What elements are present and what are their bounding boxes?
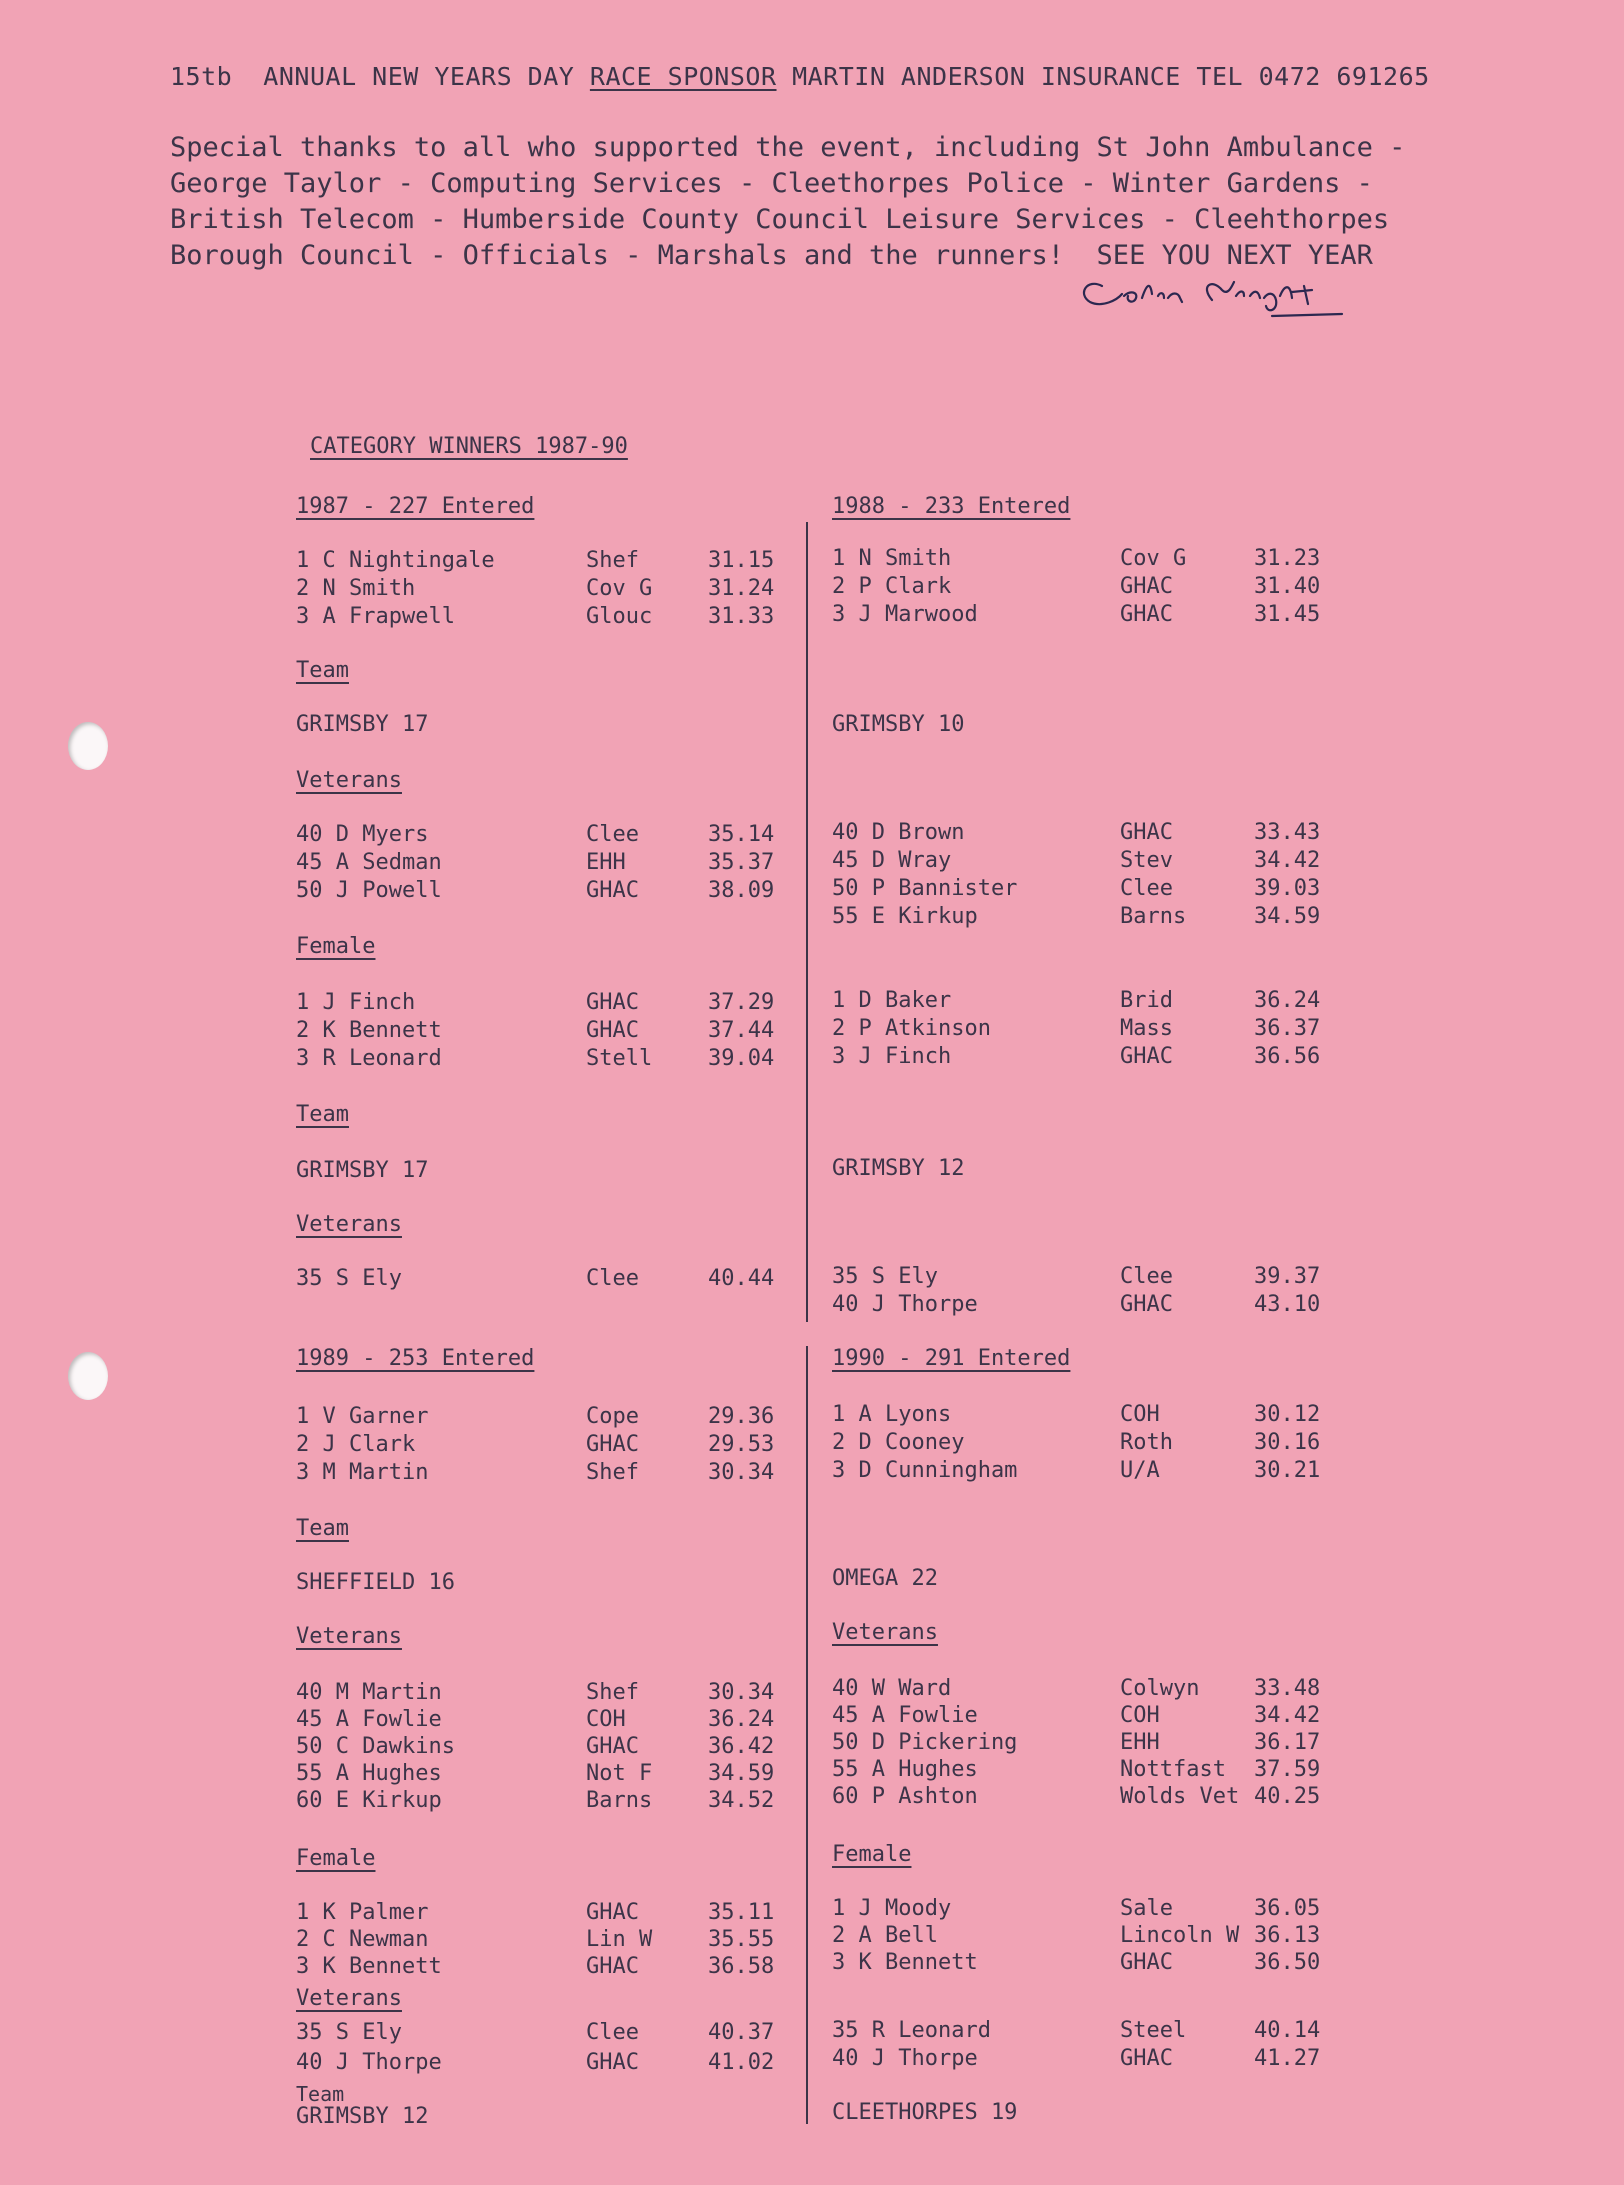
table-row [296, 1788, 776, 1816]
table-row [296, 1266, 776, 1294]
table-row [832, 988, 1332, 1016]
runner-club: Clee [1120, 1264, 1173, 1289]
runner-time: 36.24 [708, 1707, 775, 1732]
runner-club: Glouc [586, 604, 653, 629]
thanks-line: Special thanks to all who supported the event, including St John Ambulance - [170, 132, 1406, 163]
runner-name: 1 N Smith [832, 546, 952, 571]
runner-club: Lin W [586, 1927, 653, 1952]
runner-time: 37.44 [708, 1018, 775, 1043]
runner-time: 37.59 [1254, 1757, 1321, 1782]
runner-club: EHH [1120, 1730, 1160, 1755]
runner-time: 34.59 [1254, 904, 1321, 929]
runner-name: 60 P Ashton [832, 1784, 978, 1809]
column-divider [806, 522, 808, 1322]
team-result: SHEFFIELD 16 [296, 1570, 455, 1595]
runner-name: 2 K Bennett [296, 1018, 442, 1043]
runner-club: Clee [586, 1266, 639, 1291]
runner-club: COH [1120, 1402, 1160, 1427]
runner-time: 31.23 [1254, 546, 1321, 571]
signature [1072, 256, 1412, 326]
table-row [296, 1707, 776, 1735]
year-title: 1988 - 233 Entered [832, 494, 1071, 519]
runner-club: Not F [586, 1761, 653, 1786]
runner-club: Shef [586, 548, 639, 573]
table-row [296, 1046, 776, 1074]
runner-time: 40.44 [708, 1266, 775, 1291]
runner-club: COH [1120, 1703, 1160, 1728]
runner-club: GHAC [586, 2050, 639, 2075]
team-result: GRIMSBY 17 [296, 1158, 429, 1183]
veterans-label: Veterans [296, 1986, 402, 2011]
table-row [296, 548, 776, 576]
sponsor-label: RACE SPONSOR [589, 62, 777, 91]
runner-name: 3 K Bennett [832, 1950, 978, 1975]
table-row [832, 904, 1332, 932]
table-row [296, 1900, 776, 1928]
runner-time: 30.12 [1254, 1402, 1321, 1427]
runner-name: 50 P Bannister [832, 876, 1018, 901]
runner-club: GHAC [1120, 2046, 1173, 2071]
table-row [296, 1680, 776, 1708]
runner-club: EHH [586, 850, 626, 875]
runner-club: Shef [586, 1680, 639, 1705]
runner-club: Barns [1120, 904, 1187, 929]
team-label: Team [296, 1516, 349, 1541]
runner-time: 30.16 [1254, 1430, 1321, 1455]
runner-name: 50 D Pickering [832, 1730, 1018, 1755]
runner-time: 34.52 [708, 1788, 775, 1813]
runner-name: 3 R Leonard [296, 1046, 442, 1071]
table-row [832, 1458, 1332, 1486]
runner-name: 2 D Cooney [832, 1430, 965, 1455]
runner-time: 36.50 [1254, 1950, 1321, 1975]
runner-club: Shef [586, 1460, 639, 1485]
table-row [832, 848, 1332, 876]
runner-time: 43.10 [1254, 1292, 1321, 1317]
runner-name: 2 J Clark [296, 1432, 416, 1457]
runner-time: 34.42 [1254, 1703, 1321, 1728]
year-title: 1989 - 253 Entered [296, 1346, 535, 1371]
team-result: OMEGA 22 [832, 1566, 938, 1591]
runner-club: Wolds Vet [1120, 1784, 1240, 1809]
table-row [832, 602, 1332, 630]
veterans-label: Veterans [296, 768, 402, 793]
runner-name: 35 S Ely [296, 2020, 402, 2045]
runner-name: 60 E Kirkup [296, 1788, 442, 1813]
runner-time: 39.04 [708, 1046, 775, 1071]
team-result: GRIMSBY 12 [832, 1156, 965, 1181]
runner-name: 55 E Kirkup [832, 904, 978, 929]
runner-name: 2 N Smith [296, 576, 416, 601]
table-row [832, 820, 1332, 848]
runner-time: 29.36 [708, 1404, 775, 1429]
runner-club: Cope [586, 1404, 639, 1429]
table-row [296, 1954, 776, 1982]
female-label: Female [296, 934, 376, 959]
table-row [296, 878, 776, 906]
year-title: 1987 - 227 Entered [296, 494, 535, 519]
runner-club: GHAC [1120, 1044, 1173, 1069]
table-row [832, 1402, 1332, 1430]
runner-name: 1 J Finch [296, 990, 416, 1015]
runner-time: 31.24 [708, 576, 775, 601]
runner-club: Brid [1120, 988, 1173, 1013]
runner-time: 36.56 [1254, 1044, 1321, 1069]
runner-time: 36.37 [1254, 1016, 1321, 1041]
runner-name: 55 A Hughes [296, 1761, 442, 1786]
table-row [296, 576, 776, 604]
table-row [296, 1734, 776, 1762]
runner-club: GHAC [586, 1018, 639, 1043]
runner-time: 31.45 [1254, 602, 1321, 627]
table-row [296, 1432, 776, 1460]
runner-name: 40 M Martin [296, 1680, 442, 1705]
punch-hole [68, 722, 108, 770]
runner-time: 37.29 [708, 990, 775, 1015]
runner-name: 1 K Palmer [296, 1900, 429, 1925]
runner-club: GHAC [586, 878, 639, 903]
runner-club: GHAC [1120, 1950, 1173, 1975]
table-row [832, 1950, 1352, 1978]
veterans-label: Veterans [296, 1212, 402, 1237]
runner-club: Cov G [586, 576, 653, 601]
table-row [832, 1430, 1332, 1458]
runner-club: GHAC [1120, 820, 1173, 845]
female-label: Female [296, 1846, 376, 1871]
runner-time: 40.25 [1254, 1784, 1321, 1809]
team-label: Team [296, 1102, 349, 1127]
runner-name: 1 D Baker [832, 988, 952, 1013]
runner-time: 34.42 [1254, 848, 1321, 873]
header-prefix: 15tb ANNUAL NEW YEARS DAY [170, 62, 590, 91]
runner-name: 1 V Garner [296, 1404, 429, 1429]
table-row [832, 574, 1332, 602]
runner-club: COH [586, 1707, 626, 1732]
runner-club: GHAC [1120, 1292, 1173, 1317]
runner-time: 41.27 [1254, 2046, 1321, 2071]
runner-time: 33.48 [1254, 1676, 1321, 1701]
table-row [832, 1896, 1352, 1924]
table-row [832, 546, 1332, 574]
table-row [296, 1404, 776, 1432]
team-result: GRIMSBY 12 [296, 2104, 429, 2129]
runner-club: Stev [1120, 848, 1173, 873]
runner-name: 2 C Newman [296, 1927, 429, 1952]
runner-time: 29.53 [708, 1432, 775, 1457]
runner-name: 2 P Clark [832, 574, 952, 599]
table-row [832, 1044, 1332, 1072]
veterans-label: Veterans [296, 1624, 402, 1649]
table-row [296, 822, 776, 850]
runner-club: GHAC [586, 1954, 639, 1979]
table-row [832, 1264, 1332, 1292]
runner-time: 35.14 [708, 822, 775, 847]
runner-name: 3 J Marwood [832, 602, 978, 627]
runner-club: Mass [1120, 1016, 1173, 1041]
runner-club: GHAC [586, 990, 639, 1015]
table-row [296, 1460, 776, 1488]
runner-name: 35 R Leonard [832, 2018, 991, 2043]
runner-name: 35 S Ely [832, 1264, 938, 1289]
runner-name: 40 D Brown [832, 820, 965, 845]
team-result: GRIMSBY 10 [832, 712, 965, 737]
runner-name: 40 D Myers [296, 822, 429, 847]
runner-name: 45 A Fowlie [296, 1707, 442, 1732]
runner-name: 3 M Martin [296, 1460, 429, 1485]
runner-name: 45 A Fowlie [832, 1703, 978, 1728]
table-row [296, 2020, 776, 2048]
runner-time: 40.37 [708, 2020, 775, 2045]
runner-name: 2 P Atkinson [832, 1016, 991, 1041]
runner-club: Clee [586, 822, 639, 847]
runner-name: 40 J Thorpe [832, 2046, 978, 2071]
header-line [170, 62, 1430, 91]
runner-time: 35.55 [708, 1927, 775, 1952]
thanks-line: British Telecom - Humberside County Council Leisure Services - Cleehthorpes [170, 204, 1390, 235]
table-row [832, 1730, 1352, 1758]
year-title: 1990 - 291 Entered [832, 1346, 1071, 1371]
runner-club: Steel [1120, 2018, 1187, 2043]
runner-time: 36.24 [1254, 988, 1321, 1013]
runner-name: 2 A Bell [832, 1923, 938, 1948]
runner-name: 35 S Ely [296, 1266, 402, 1291]
runner-club: Lincoln W [1120, 1923, 1240, 1948]
runner-name: 3 A Frapwell [296, 604, 455, 629]
runner-club: Barns [586, 1788, 653, 1813]
runner-name: 1 A Lyons [832, 1402, 952, 1427]
runner-club: GHAC [1120, 574, 1173, 599]
runner-time: 31.40 [1254, 574, 1321, 599]
runner-club: U/A [1120, 1458, 1160, 1483]
team-label: Team [296, 658, 349, 683]
runner-name: 40 W Ward [832, 1676, 952, 1701]
table-row [832, 1016, 1332, 1044]
runner-club: Clee [586, 2020, 639, 2045]
runner-name: 40 J Thorpe [832, 1292, 978, 1317]
table-row [296, 2050, 776, 2078]
runner-time: 36.17 [1254, 1730, 1321, 1755]
table-row [832, 1923, 1352, 1951]
table-row [832, 2018, 1352, 2046]
runner-time: 30.34 [708, 1680, 775, 1705]
runner-club: Nottfast [1120, 1757, 1226, 1782]
runner-club: Clee [1120, 876, 1173, 901]
runner-name: 1 J Moody [832, 1896, 952, 1921]
category-title: CATEGORY WINNERS 1987-90 [310, 434, 628, 459]
female-label: Female [832, 1842, 912, 1867]
runner-time: 30.21 [1254, 1458, 1321, 1483]
runner-club: GHAC [586, 1900, 639, 1925]
runner-time: 36.58 [708, 1954, 775, 1979]
runner-name: 3 J Finch [832, 1044, 952, 1069]
runner-time: 31.15 [708, 548, 775, 573]
table-row [832, 1676, 1352, 1704]
table-row [296, 604, 776, 632]
runner-time: 36.13 [1254, 1923, 1321, 1948]
runner-club: Sale [1120, 1896, 1173, 1921]
table-row [832, 1784, 1352, 1812]
runner-club: GHAC [586, 1432, 639, 1457]
table-row [832, 1757, 1352, 1785]
runner-time: 39.37 [1254, 1264, 1321, 1289]
runner-time: 39.03 [1254, 876, 1321, 901]
team-result: CLEETHORPES 19 [832, 2100, 1018, 2125]
table-row [296, 850, 776, 878]
table-row [832, 1703, 1352, 1731]
runner-club: Cov G [1120, 546, 1187, 571]
runner-name: 45 A Sedman [296, 850, 442, 875]
runner-time: 36.42 [708, 1734, 775, 1759]
runner-time: 34.59 [708, 1761, 775, 1786]
runner-time: 35.37 [708, 850, 775, 875]
runner-name: 45 D Wray [832, 848, 952, 873]
runner-club: GHAC [586, 1734, 639, 1759]
runner-name: 50 C Dawkins [296, 1734, 455, 1759]
runner-time: 33.43 [1254, 820, 1321, 845]
table-row [832, 876, 1332, 904]
runner-time: 31.33 [708, 604, 775, 629]
runner-name: 55 A Hughes [832, 1757, 978, 1782]
table-row [296, 1018, 776, 1046]
runner-name: 3 K Bennett [296, 1954, 442, 1979]
runner-time: 35.11 [708, 1900, 775, 1925]
thanks-paragraph [170, 130, 1405, 274]
runner-time: 41.02 [708, 2050, 775, 2075]
runner-club: Colwyn [1120, 1676, 1200, 1701]
punch-hole [68, 1352, 108, 1400]
runner-club: GHAC [1120, 602, 1173, 627]
runner-club: Stell [586, 1046, 653, 1071]
table-row [296, 1927, 776, 1955]
runner-name: 50 J Powell [296, 878, 442, 903]
runner-time: 40.14 [1254, 2018, 1321, 2043]
team-result: GRIMSBY 17 [296, 712, 429, 737]
table-row [832, 1292, 1332, 1320]
runner-time: 30.34 [708, 1460, 775, 1485]
column-divider [806, 1346, 808, 2124]
runner-time: 36.05 [1254, 1896, 1321, 1921]
runner-name: 40 J Thorpe [296, 2050, 442, 2075]
header-suffix: MARTIN ANDERSON INSURANCE TEL 0472 691265 [776, 62, 1430, 91]
team-label: Team [296, 2082, 345, 2106]
runner-name: 3 D Cunningham [832, 1458, 1018, 1483]
thanks-line: Borough Council - Officials - Marshals and the runners! SEE YOU NEXT YEAR [170, 240, 1373, 271]
table-row [832, 2046, 1352, 2074]
table-row [296, 990, 776, 1018]
thanks-line: George Taylor - Computing Services - Cleethorpes Police - Winter Gardens - [170, 168, 1373, 199]
runner-club: Roth [1120, 1430, 1173, 1455]
runner-name: 1 C Nightingale [296, 548, 495, 573]
runner-time: 38.09 [708, 878, 775, 903]
veterans-label: Veterans [832, 1620, 938, 1645]
table-row [296, 1761, 776, 1789]
